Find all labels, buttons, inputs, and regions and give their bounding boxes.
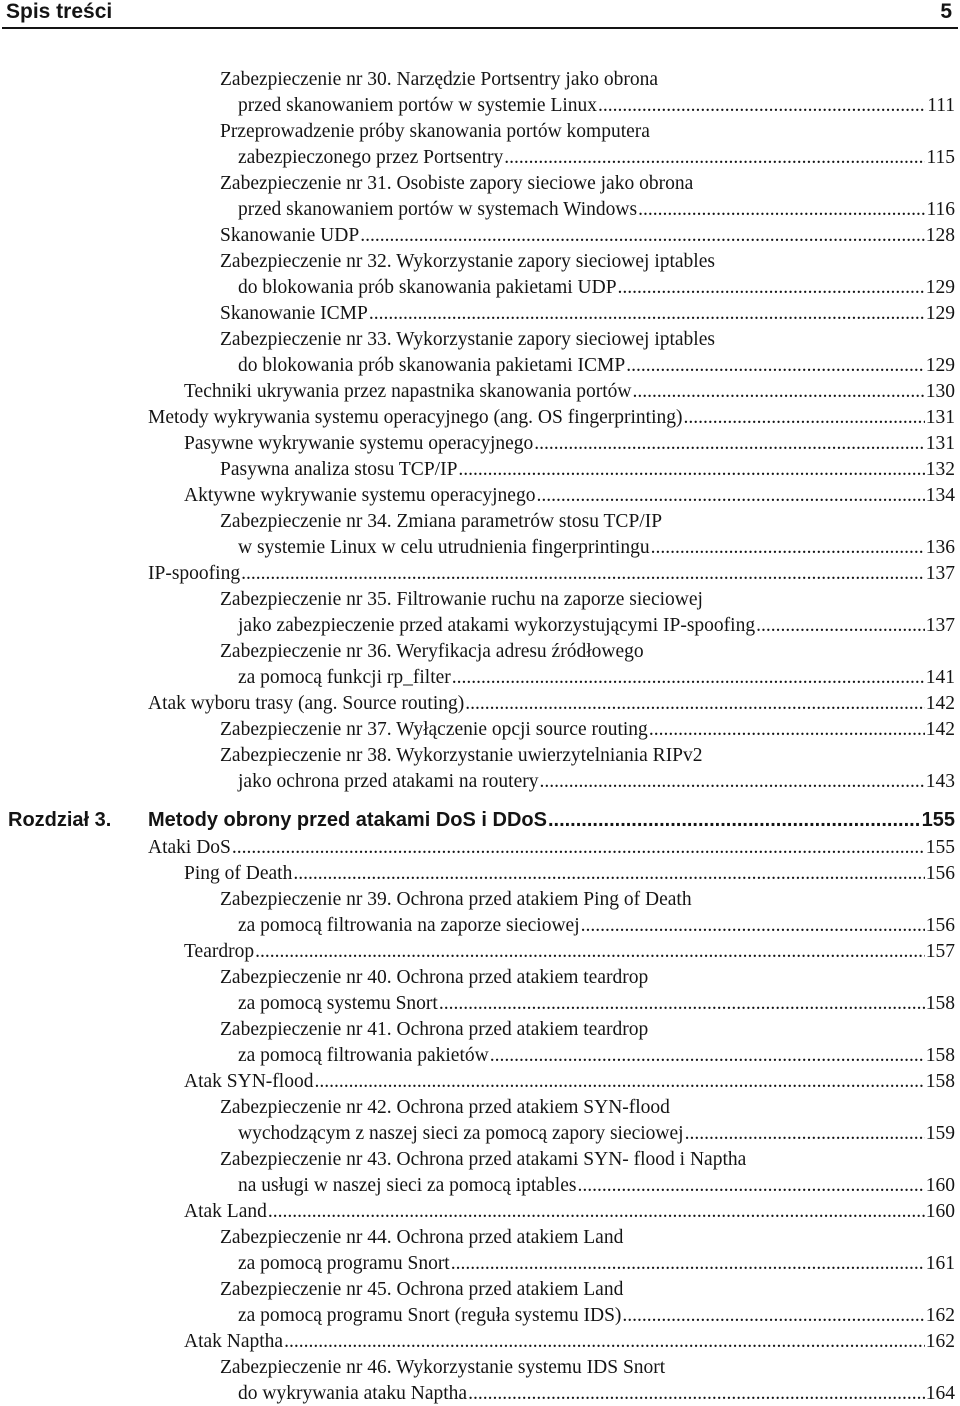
toc-entry-title: Zabezpieczenie nr 42. Ochrona przed atakiem SYN-flood (220, 1097, 670, 1118)
section-title: Spis treści (6, 0, 113, 23)
toc-entry-page: 128 (925, 225, 955, 246)
toc-entry-title: Ataki DoS (148, 837, 231, 858)
dot-leader (638, 198, 925, 222)
dot-leader (451, 1252, 925, 1276)
dot-leader (490, 1044, 925, 1068)
toc-entry-title: Metody obrony przed atakami DoS i DDoS (148, 809, 547, 831)
dot-leader (369, 302, 925, 326)
toc-entry-title: Zabezpieczenie nr 38. Wykorzystanie uwierzytelniania RIPv2 (220, 745, 703, 766)
dot-leader (452, 666, 925, 690)
toc-entry (184, 484, 955, 508)
toc-entry-title: Zabezpieczenie nr 36. Weryfikacja adresu źródłowego (220, 641, 644, 662)
dot-leader (293, 862, 924, 886)
dot-leader (577, 1174, 924, 1198)
dot-leader (232, 836, 925, 860)
toc-entry-page: 143 (925, 771, 955, 792)
toc-entry-page: 130 (925, 381, 955, 402)
toc-entry-title: Techniki ukrywania przez napastnika skanowania portów (184, 381, 632, 402)
toc-entry-page: 162 (925, 1305, 955, 1326)
dot-leader (268, 1200, 925, 1224)
toc-entry-title: Atak wyboru trasy (ang. Source routing) (148, 693, 465, 714)
toc-entry-page: 155 (921, 809, 955, 831)
toc-entry-page: 141 (925, 667, 955, 688)
toc-entry-title: wychodzącym z naszej sieci za pomocą zapory sieciowej (238, 1123, 684, 1144)
toc-entry-title: do wykrywania ataku Naptha (238, 1383, 468, 1404)
toc-entry-title: przed skanowaniem portów w systemie Linux (238, 95, 598, 116)
dot-leader (458, 458, 924, 482)
toc-entry (220, 510, 662, 534)
toc-entry (220, 172, 693, 196)
dot-leader (241, 562, 925, 586)
toc-entry (238, 770, 955, 794)
toc-entry (238, 536, 955, 560)
toc-entry-title: Przeprowadzenie próby skanowania portów komputera (220, 121, 650, 142)
toc-entry-title: za pomocą filtrowania na zaporze sieciowej (238, 915, 580, 936)
toc-entry-title: Pasywna analiza stosu TCP/IP (220, 459, 458, 480)
toc-entry-page: 142 (925, 693, 955, 714)
toc-entry (220, 328, 715, 352)
toc-entry (220, 718, 955, 742)
toc-entry (184, 380, 955, 404)
toc-entry-title: Skanowanie UDP (220, 225, 360, 246)
dot-leader (540, 770, 925, 794)
toc-entry-title: za pomocą programu Snort (reguła systemu IDS) (238, 1305, 622, 1326)
toc-entry (238, 666, 955, 690)
toc-entry-title: Zabezpieczenie nr 40. Ochrona przed atakiem teardrop (220, 967, 649, 988)
toc-entry-page: 134 (925, 485, 955, 506)
toc-entry (238, 1304, 955, 1328)
toc-entry (238, 614, 955, 638)
toc-entry (238, 354, 955, 378)
toc-entry-page: 162 (925, 1331, 955, 1352)
dot-leader (633, 380, 925, 404)
toc-entry-title: Atak Land (184, 1201, 267, 1222)
toc-entry (220, 250, 715, 274)
toc-entry-title: IP-spoofing (148, 563, 241, 584)
toc-entry-page: 111 (927, 95, 955, 116)
page-number: 5 (940, 0, 952, 23)
toc-entry (238, 1382, 955, 1406)
dot-leader (684, 406, 925, 430)
toc-entry-page: 131 (925, 433, 955, 454)
toc-entry (238, 992, 955, 1016)
dot-leader (534, 432, 924, 456)
toc-entry-page: 155 (925, 837, 955, 858)
toc-entry-title: Pasywne wykrywanie systemu operacyjnego (184, 433, 534, 454)
dot-leader (255, 940, 925, 964)
toc-entry-page: 158 (925, 1045, 955, 1066)
toc-entry (220, 1148, 746, 1172)
toc-entry (220, 966, 648, 990)
toc-entry-page: 129 (925, 303, 955, 324)
toc-entry (238, 914, 955, 938)
dot-leader (465, 692, 924, 716)
dot-leader (314, 1070, 924, 1094)
toc-entry (238, 1174, 955, 1198)
dot-leader (536, 484, 924, 508)
toc-entry-title: Zabezpieczenie nr 46. Wykorzystanie systemu IDS Snort (220, 1357, 666, 1378)
toc-entry-title: Zabezpieczenie nr 43. Ochrona przed atakami SYN- flood i Naptha (220, 1149, 747, 1170)
toc-entry-title: Aktywne wykrywanie systemu operacyjnego (184, 485, 536, 506)
toc-entry (238, 1122, 955, 1146)
toc-entry-title: za pomocą filtrowania pakietów (238, 1045, 489, 1066)
dot-leader (756, 614, 925, 638)
toc-entry-title: Atak SYN-flood (184, 1071, 314, 1092)
toc-entry-title: Ping of Death (184, 863, 293, 884)
dot-leader (598, 94, 926, 118)
toc-entry-title: Zabezpieczenie nr 33. Wykorzystanie zapory sieciowej iptables (220, 329, 715, 350)
toc-entry-title: na usługi w naszej sieci za pomocą iptables (238, 1175, 577, 1196)
toc-entry-page: 160 (925, 1175, 955, 1196)
dot-leader (685, 1122, 925, 1146)
toc-entry (148, 406, 955, 430)
toc-entry-page: 115 (926, 147, 955, 168)
toc-entry (238, 198, 955, 222)
toc-entry (184, 940, 955, 964)
toc-entry (148, 562, 955, 586)
dot-leader (284, 1330, 925, 1354)
toc-entry (238, 1252, 955, 1276)
dot-leader (618, 276, 925, 300)
toc-entry-title: jako ochrona przed atakami na routery (238, 771, 539, 792)
toc-entry (184, 432, 955, 456)
toc-entry-title: Zabezpieczenie nr 45. Ochrona przed atakiem Land (220, 1279, 624, 1300)
dot-leader (468, 1382, 925, 1406)
toc-entry-title: Zabezpieczenie nr 44. Ochrona przed atakiem Land (220, 1227, 624, 1248)
toc-entry-page: 142 (925, 719, 955, 740)
toc-entry-page: 161 (925, 1253, 955, 1274)
toc-entry-title: zabezpieczonego przez Portsentry (238, 147, 504, 168)
toc-entry (220, 458, 955, 482)
toc-entry-title: Zabezpieczenie nr 35. Filtrowanie ruchu na zaporze sieciowej (220, 589, 703, 610)
toc-entry-page: 116 (926, 199, 955, 220)
toc-entry-page: 158 (925, 1071, 955, 1092)
toc-entry (238, 94, 955, 118)
toc-entry (220, 1278, 623, 1302)
toc-entry-title: Atak Naptha (184, 1331, 284, 1352)
toc-entry (220, 588, 703, 612)
toc-entry-page: 157 (925, 941, 955, 962)
toc-entry-title: Zabezpieczenie nr 32. Wykorzystanie zapory sieciowej iptables (220, 251, 715, 272)
chapter-label: Rozdział 3. (8, 809, 112, 831)
toc-entry (238, 1044, 955, 1068)
toc-entry-title: za pomocą systemu Snort (238, 993, 438, 1014)
toc-entry-page: 137 (925, 615, 955, 636)
dot-leader (651, 536, 925, 560)
toc-entry (184, 862, 955, 886)
toc-entry-title: Zabezpieczenie nr 41. Ochrona przed atakiem teardrop (220, 1019, 649, 1040)
toc-entry-page: 129 (925, 355, 955, 376)
toc-entry-title: Metody wykrywania systemu operacyjnego (ang. OS fingerprinting) (148, 407, 683, 428)
toc-chapter-entry (148, 808, 955, 832)
toc-entry-page: 129 (925, 277, 955, 298)
toc-entry (148, 836, 955, 860)
dot-leader (504, 146, 925, 170)
toc-entry-page: 137 (925, 563, 955, 584)
toc-entry-page: 132 (925, 459, 955, 480)
toc-entry (184, 1330, 955, 1354)
dot-leader (360, 224, 925, 248)
toc-entry-page: 164 (925, 1383, 955, 1404)
toc-entry-page: 160 (925, 1201, 955, 1222)
toc-entry (220, 68, 658, 92)
dot-leader (439, 992, 925, 1016)
toc-entry-title: przed skanowaniem portów w systemach Windows (238, 199, 638, 220)
toc-entry-title: Zabezpieczenie nr 37. Wyłączenie opcji source routing (220, 719, 648, 740)
toc-entry (184, 1200, 955, 1224)
toc-entry-page: 156 (925, 915, 955, 936)
toc-entry-title: Teardrop (184, 941, 255, 962)
toc-entry-title: za pomocą programu Snort (238, 1253, 450, 1274)
toc-entry (220, 1096, 670, 1120)
toc-entry (220, 744, 703, 768)
toc-entry-page: 159 (925, 1123, 955, 1144)
toc-entry-title: w systemie Linux w celu utrudnienia fingerprintingu (238, 537, 650, 558)
toc-entry-title: Zabezpieczenie nr 31. Osobiste zapory sieciowe jako obrona (220, 173, 694, 194)
toc-entry-title: do blokowania prób skanowania pakietami UDP (238, 277, 617, 298)
toc-entry (220, 888, 692, 912)
toc-entry-page: 131 (925, 407, 955, 428)
toc-entry (238, 276, 955, 300)
toc-entry (220, 302, 955, 326)
dot-leader (581, 914, 925, 938)
toc-entry (238, 146, 955, 170)
dot-leader (548, 808, 921, 832)
dot-leader (649, 718, 925, 742)
toc-entry (220, 1226, 623, 1250)
toc-entry-page: 136 (925, 537, 955, 558)
toc-entry-title: Zabezpieczenie nr 39. Ochrona przed atakiem Ping of Death (220, 889, 692, 910)
toc-entry (220, 1018, 648, 1042)
toc-entry-title: do blokowania prób skanowania pakietami ICMP (238, 355, 626, 376)
toc-entry-page: 156 (925, 863, 955, 884)
toc-entry-title: Skanowanie ICMP (220, 303, 368, 324)
toc-entry (220, 120, 650, 144)
toc-entry-title: za pomocą funkcji rp_filter (238, 667, 451, 688)
toc-entry-title: Zabezpieczenie nr 30. Narzędzie Portsentry jako obrona (220, 69, 659, 90)
toc-entry-page: 158 (925, 993, 955, 1014)
toc-entry (220, 1356, 665, 1380)
toc-entry-title: Zabezpieczenie nr 34. Zmiana parametrów stosu TCP/IP (220, 511, 663, 532)
toc-entry (148, 692, 955, 716)
toc-entry (184, 1070, 955, 1094)
dot-leader (626, 354, 925, 378)
dot-leader (622, 1304, 924, 1328)
toc-entry (220, 224, 955, 248)
toc-entry-title: jako zabezpieczenie przed atakami wykorzystującymi IP-spoofing (238, 615, 756, 636)
toc-entry (220, 640, 644, 664)
